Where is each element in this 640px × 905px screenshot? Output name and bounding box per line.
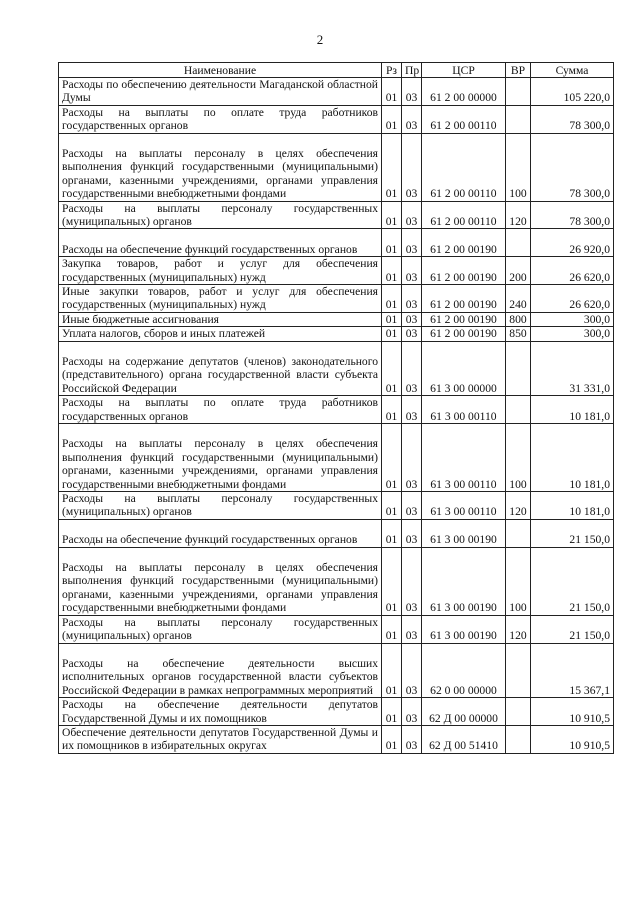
- row-csr: 61 3 00 00110: [422, 424, 506, 492]
- row-pr: 03: [402, 201, 422, 229]
- row-sum: 10 910,5: [531, 725, 614, 753]
- row-vr: [506, 643, 531, 698]
- row-sum: 26 620,0: [531, 285, 614, 313]
- table-row: [59, 725, 614, 753]
- row-pr: 03: [402, 519, 422, 547]
- row-vr: [506, 698, 531, 726]
- row-name: Иные бюджетные ассигнования: [59, 312, 382, 326]
- row-sum: 31 331,0: [531, 341, 614, 396]
- row-sum: 21 150,0: [531, 547, 614, 615]
- row-csr: 61 2 00 00190: [422, 229, 506, 257]
- row-pr: 03: [402, 492, 422, 520]
- row-rz: 01: [382, 312, 402, 326]
- table-row: [59, 492, 614, 520]
- row-sum: 10 181,0: [531, 424, 614, 492]
- row-vr: 120: [506, 615, 531, 643]
- row-pr: 03: [402, 643, 422, 698]
- row-vr: 120: [506, 201, 531, 229]
- table-row: [59, 698, 614, 726]
- row-rz: 01: [382, 133, 402, 201]
- row-csr: 61 2 00 00190: [422, 257, 506, 285]
- row-csr: 62 0 00 00000: [422, 643, 506, 698]
- row-csr: 61 3 00 00110: [422, 396, 506, 424]
- row-csr: 61 3 00 00190: [422, 519, 506, 547]
- row-sum: 10 181,0: [531, 492, 614, 520]
- table-row: [59, 396, 614, 424]
- row-pr: 03: [402, 78, 422, 106]
- row-name: Расходы на выплаты персоналу государственных (муниципальных) органов: [59, 615, 382, 643]
- table-row: [59, 643, 614, 698]
- header-sum: Сумма: [531, 63, 614, 78]
- row-csr: 61 2 00 00110: [422, 201, 506, 229]
- row-csr: 61 2 00 00190: [422, 327, 506, 341]
- row-sum: 10 910,5: [531, 698, 614, 726]
- table-row: [59, 312, 614, 326]
- row-sum: 300,0: [531, 327, 614, 341]
- budget-table: [58, 62, 614, 754]
- row-csr: 61 2 00 00190: [422, 312, 506, 326]
- header-row: [59, 63, 614, 78]
- table-row: [59, 201, 614, 229]
- row-name: Уплата налогов, сборов и иных платежей: [59, 327, 382, 341]
- row-pr: 03: [402, 341, 422, 396]
- row-sum: 26 620,0: [531, 257, 614, 285]
- table-header: [59, 63, 614, 78]
- row-vr: [506, 78, 531, 106]
- row-name: Расходы на содержание депутатов (членов) законодательного (представительного) органа государственной власти субъекта Российской Федерации: [59, 341, 382, 396]
- row-rz: 01: [382, 492, 402, 520]
- row-sum: 78 300,0: [531, 201, 614, 229]
- page-number: 2: [316, 32, 324, 47]
- row-name: Закупка товаров, работ и услуг для обеспечения государственных (муниципальных) нужд: [59, 257, 382, 285]
- row-name: Расходы по обеспечению деятельности Магаданской областной Думы: [59, 78, 382, 106]
- row-pr: 03: [402, 424, 422, 492]
- row-rz: 01: [382, 257, 402, 285]
- row-rz: 01: [382, 341, 402, 396]
- row-vr: 100: [506, 547, 531, 615]
- row-name: Обеспечение деятельности депутатов Государственной Думы и их помощников в избирательных округах: [59, 725, 382, 753]
- table-row: [59, 547, 614, 615]
- row-rz: 01: [382, 201, 402, 229]
- row-rz: 01: [382, 519, 402, 547]
- row-pr: 03: [402, 725, 422, 753]
- row-vr: 120: [506, 492, 531, 520]
- row-sum: 300,0: [531, 312, 614, 326]
- row-vr: [506, 341, 531, 396]
- table-row: [59, 78, 614, 106]
- row-name: Расходы на выплаты персоналу в целях обеспечения выполнения функций государственными (муниципальными) органами, казенными учреждениями, органами управления государственными внебюджетными фондами: [59, 424, 382, 492]
- row-sum: 10 181,0: [531, 396, 614, 424]
- row-rz: 01: [382, 725, 402, 753]
- row-sum: 105 220,0: [531, 78, 614, 106]
- header-csr: ЦСР: [422, 63, 506, 78]
- table-body: [59, 78, 614, 754]
- row-rz: 01: [382, 327, 402, 341]
- row-sum: 21 150,0: [531, 615, 614, 643]
- row-name: Расходы на выплаты по оплате труда работников государственных органов: [59, 396, 382, 424]
- row-rz: 01: [382, 105, 402, 133]
- row-pr: 03: [402, 133, 422, 201]
- row-pr: 03: [402, 547, 422, 615]
- row-pr: 03: [402, 327, 422, 341]
- row-vr: 100: [506, 133, 531, 201]
- row-vr: [506, 725, 531, 753]
- row-pr: 03: [402, 105, 422, 133]
- row-rz: 01: [382, 78, 402, 106]
- header-pr: Пр: [402, 63, 422, 78]
- row-csr: 61 3 00 00110: [422, 492, 506, 520]
- row-csr: 62 Д 00 51410: [422, 725, 506, 753]
- row-name: Расходы на выплаты персоналу государственных (муниципальных) органов: [59, 201, 382, 229]
- row-name: Расходы на выплаты персоналу в целях обеспечения выполнения функций государственными (муниципальными) органами, казенными учреждениями, органами управления государственными внебюджетными фондами: [59, 133, 382, 201]
- row-sum: 26 920,0: [531, 229, 614, 257]
- table-row: [59, 327, 614, 341]
- header-name: Наименование: [59, 63, 382, 78]
- table-row: [59, 615, 614, 643]
- row-pr: 03: [402, 698, 422, 726]
- row-csr: 61 3 00 00190: [422, 615, 506, 643]
- table-row: [59, 133, 614, 201]
- row-name: Расходы на обеспечение деятельности высших исполнительных органов государственной власти субъектов Российской Федерации в рамках непрограммных мероприятий: [59, 643, 382, 698]
- row-vr: 850: [506, 327, 531, 341]
- row-csr: 61 2 00 00110: [422, 133, 506, 201]
- row-rz: 01: [382, 424, 402, 492]
- row-pr: 03: [402, 285, 422, 313]
- row-vr: 200: [506, 257, 531, 285]
- row-rz: 01: [382, 547, 402, 615]
- row-rz: 01: [382, 229, 402, 257]
- row-rz: 01: [382, 396, 402, 424]
- table-row: [59, 105, 614, 133]
- row-csr: 61 3 00 00000: [422, 341, 506, 396]
- row-csr: 62 Д 00 00000: [422, 698, 506, 726]
- row-pr: 03: [402, 396, 422, 424]
- row-name: Расходы на выплаты персоналу в целях обеспечения выполнения функций государственными (муниципальными) органами, казенными учреждениями, органами управления государственными внебюджетными фондами: [59, 547, 382, 615]
- row-rz: 01: [382, 643, 402, 698]
- row-pr: 03: [402, 229, 422, 257]
- row-vr: [506, 229, 531, 257]
- row-csr: 61 2 00 00190: [422, 285, 506, 313]
- row-csr: 61 2 00 00110: [422, 105, 506, 133]
- row-name: Расходы на обеспечение деятельности депутатов Государственной Думы и их помощников: [59, 698, 382, 726]
- header-rz: Рз: [382, 63, 402, 78]
- row-vr: [506, 396, 531, 424]
- table-row: [59, 519, 614, 547]
- row-pr: 03: [402, 257, 422, 285]
- row-rz: 01: [382, 285, 402, 313]
- row-pr: 03: [402, 615, 422, 643]
- row-name: Расходы на обеспечение функций государственных органов: [59, 229, 382, 257]
- row-vr: [506, 519, 531, 547]
- row-csr: 61 3 00 00190: [422, 547, 506, 615]
- row-vr: 240: [506, 285, 531, 313]
- table-row: [59, 229, 614, 257]
- row-csr: 61 2 00 00000: [422, 78, 506, 106]
- row-vr: 100: [506, 424, 531, 492]
- row-vr: 800: [506, 312, 531, 326]
- table-row: [59, 424, 614, 492]
- row-sum: 78 300,0: [531, 105, 614, 133]
- row-sum: 78 300,0: [531, 133, 614, 201]
- row-sum: 21 150,0: [531, 519, 614, 547]
- row-pr: 03: [402, 312, 422, 326]
- row-name: Иные закупки товаров, работ и услуг для обеспечения государственных (муниципальных) нужд: [59, 285, 382, 313]
- table-row: [59, 257, 614, 285]
- table-row: [59, 285, 614, 313]
- row-vr: [506, 105, 531, 133]
- table-row: [59, 341, 614, 396]
- row-rz: 01: [382, 698, 402, 726]
- row-name: Расходы на обеспечение функций государственных органов: [59, 519, 382, 547]
- row-name: Расходы на выплаты персоналу государственных (муниципальных) органов: [59, 492, 382, 520]
- row-sum: 15 367,1: [531, 643, 614, 698]
- row-name: Расходы на выплаты по оплате труда работников государственных органов: [59, 105, 382, 133]
- header-vr: ВР: [506, 63, 531, 78]
- row-rz: 01: [382, 615, 402, 643]
